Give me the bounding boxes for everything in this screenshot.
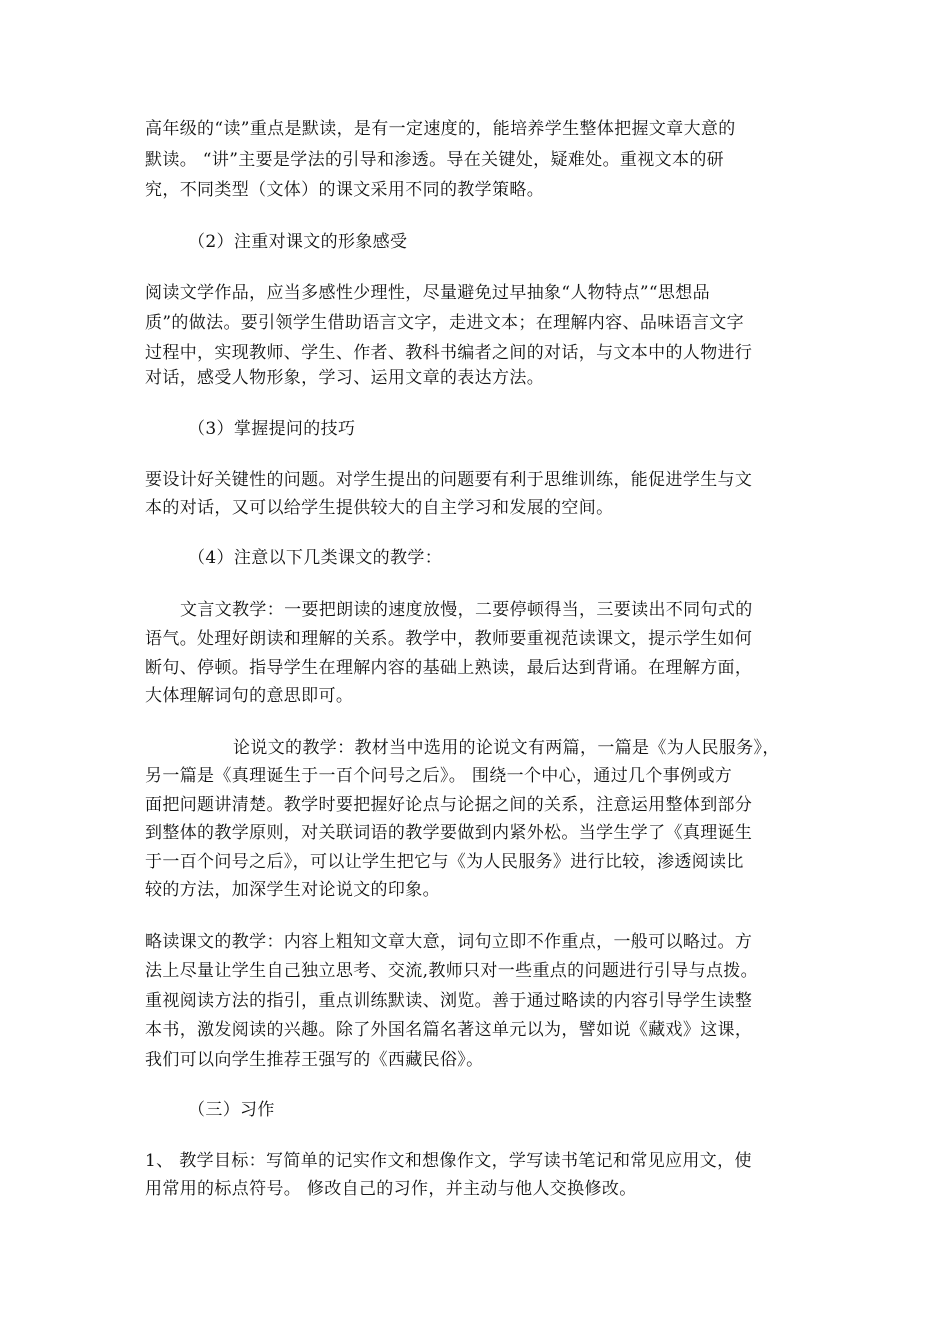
paragraph-3-line-2: 本的对话，又可以给学生提供较大的自主学习和发展的空间。 (145, 498, 614, 518)
wenyan-paragraph-line-1: 文言文教学：一要把朗读的速度放慢，二要停顿得当，三要读出不同句式的 (180, 600, 753, 620)
goal-paragraph-line-2: 用常用的标点符号。 修改自己的习作，并主动与他人交换修改。 (145, 1179, 637, 1199)
lunshuo-paragraph-line-2: 另一篇是《真理诞生于一百个问号之后》。 围绕一个中心，通过几个事例或方 (145, 766, 733, 786)
section-heading-3: （3）掌握提问的技巧 (188, 419, 356, 439)
wenyan-paragraph-line-3: 断句、停顿。指导学生在理解内容的基础上熟读，最后达到背诵。在理解方面， (145, 658, 753, 678)
paragraph-2-line-2: 质”的做法。要引领学生借助语言文字，走进文本；在理解内容、品味语言文字 (145, 313, 744, 333)
wenyan-paragraph-line-4: 大体理解词句的意思即可。 (145, 686, 354, 706)
paragraph-2-line-1: 阅读文学作品，应当多感性少理性，尽量避免过早抽象“人物特点”“思想品 (145, 283, 710, 303)
paragraph-3-line-1: 要设计好关键性的问题。对学生提出的问题要有利于思维训练，能促进学生与文 (145, 470, 753, 490)
paragraph-2-line-3: 过程中，实现教师、学生、作者、教科书编者之间的对话，与文本中的人物进行 (145, 343, 753, 363)
goal-paragraph-line-1: 1、 教学目标：写简单的记实作文和想像作文，学写读书笔记和常见应用文，使 (145, 1151, 752, 1171)
section-heading-2: （2）注重对课文的形象感受 (188, 232, 408, 252)
lunshuo-paragraph-line-3: 面把问题讲清楚。教学时要把握好论点与论据之间的关系，注意运用整体到部分 (145, 795, 753, 815)
section-heading-xizuo: （三）习作 (188, 1100, 275, 1120)
paragraph-1-line-1: 高年级的“读”重点是默读，是有一定速度的，能培养学生整体把握文章大意的 (145, 119, 736, 139)
section-heading-4: （4）注意以下几类课文的教学： (188, 548, 443, 568)
paragraph-1-line-3: 究，不同类型（文体）的课文采用不同的教学策略。 (145, 180, 545, 200)
lunshuo-paragraph-line-6: 较的方法，加深学生对论说文的印象。 (145, 880, 440, 900)
lunshuo-paragraph-line-5: 于一百个问号之后》，可以让学生把它与《为人民服务》进行比较，渗透阅读比 (145, 852, 744, 872)
lunshuo-paragraph-line-4: 到整体的教学原则，对关联词语的教学要做到内紧外松。当学生学了《真理诞生 (145, 823, 753, 843)
luedu-paragraph-line-4: 本书，激发阅读的兴趣。除了外国名篇名著这单元以为，譬如说《藏戏》这课， (145, 1020, 753, 1040)
luedu-paragraph-line-2: 法上尽量让学生自己独立思考、交流,教师只对一些重点的问题进行引导与点拨。 (145, 961, 759, 981)
luedu-paragraph-line-1: 略读课文的教学：内容上粗知文章大意，词句立即不作重点，一般可以略过。方 (145, 932, 753, 952)
lunshuo-paragraph-line-1: 论说文的教学：教材当中选用的论说文有两篇，一篇是《为人民服务》， (233, 738, 780, 758)
luedu-paragraph-line-3: 重视阅读方法的指引，重点训练默读、浏览。善于通过略读的内容引导学生读整 (145, 991, 753, 1011)
paragraph-1-line-2: 默读。 “讲”主要是学法的引导和渗透。导在关键处，疑难处。重视文本的研 (145, 150, 725, 170)
paragraph-2-line-4: 对话，感受人物形象，学习、运用文章的表达方法。 (145, 368, 545, 388)
luedu-paragraph-line-5: 我们可以向学生推荐王强写的《西藏民俗》。 (145, 1050, 484, 1070)
wenyan-paragraph-line-2: 语气。处理好朗读和理解的关系。教学中，教师要重视范读课文，提示学生如何 (145, 629, 753, 649)
